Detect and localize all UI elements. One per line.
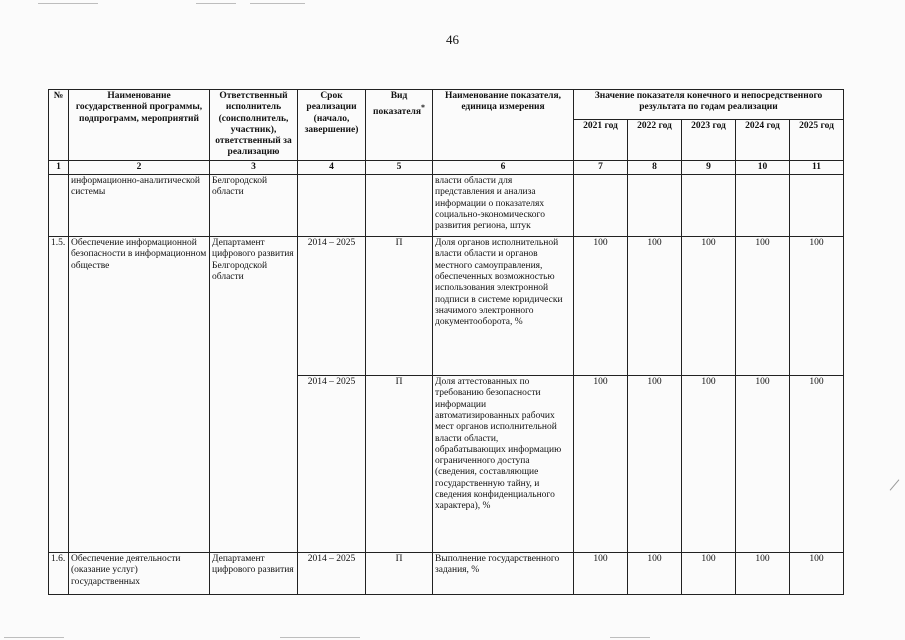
table-row (49, 175, 844, 237)
row-value-2025 (790, 175, 844, 237)
row-value-2024: 100 (736, 553, 790, 595)
header-year-2025: 2025 год (790, 119, 844, 160)
row-type: П (366, 376, 433, 553)
row-value-2023: 100 (682, 376, 736, 553)
row-executor: Белгородской области (210, 175, 298, 237)
row-executor: Департамент цифрового развития Белгородской области (210, 237, 298, 553)
row-type: П (366, 553, 433, 595)
row-value-2024: 100 (736, 376, 790, 553)
row-value-2025: 100 (790, 553, 844, 595)
top-edge-line (196, 3, 236, 4)
row-value-2025: 100 (790, 237, 844, 376)
row-indicator: Выполнение государственного задания, % (433, 553, 574, 595)
column-number: 9 (682, 160, 736, 174)
row-type (366, 175, 433, 237)
column-number-row (49, 160, 844, 174)
header-values-group: Значение показателя конечного и непосредственного результата по годам реализации (574, 90, 844, 120)
column-number: 1 (49, 160, 69, 174)
column-number: 2 (69, 160, 210, 174)
table-row (49, 237, 844, 376)
column-number: 11 (790, 160, 844, 174)
row-value-2023: 100 (682, 237, 736, 376)
header-type (366, 90, 433, 161)
top-edge-line (250, 3, 305, 4)
column-number: 4 (298, 160, 366, 174)
row-executor: Департамент цифрового развития (210, 553, 298, 595)
row-value-2025: 100 (790, 376, 844, 553)
row-value-2024 (736, 175, 790, 237)
row-type: П (366, 237, 433, 376)
row-program: Обеспечение деятельности (оказание услуг) государственных (69, 553, 210, 595)
column-number: 3 (210, 160, 298, 174)
row-value-2023 (682, 175, 736, 237)
header-row (49, 90, 844, 120)
header-year-2024: 2024 год (736, 119, 790, 160)
column-number: 5 (366, 160, 433, 174)
column-number: 10 (736, 160, 790, 174)
row-program: информационно-аналитической системы (69, 175, 210, 237)
header-period: Срок реализации (начало, завершение) (298, 90, 366, 161)
row-indicator: Доля органов исполнительной власти области и органов местного самоуправления, обеспеченных возможностью использования электронной подписи в системе юридически значимого электронного документооборота, % (433, 237, 574, 376)
row-value-2021: 100 (574, 237, 628, 376)
row-num: 1.6. (49, 553, 69, 595)
header-program: Наименование государственной программы, подпрограмм, мероприятий (69, 90, 210, 161)
header-type-footnote-mark: * (421, 103, 425, 113)
scan-mark (890, 479, 900, 490)
top-edge-line (38, 3, 98, 4)
indicators-table (48, 89, 844, 595)
row-num: 1.5. (49, 237, 69, 553)
bottom-edge-line (610, 637, 650, 638)
bottom-edge-line (280, 637, 360, 638)
row-period: 2014 – 2025 (298, 553, 366, 595)
header-num: № (49, 90, 69, 161)
column-number: 7 (574, 160, 628, 174)
row-period (298, 175, 366, 237)
row-value-2021 (574, 175, 628, 237)
row-period: 2014 – 2025 (298, 237, 366, 376)
header-type-label: Вид показателя (373, 91, 422, 118)
row-value-2022: 100 (628, 237, 682, 376)
page-number: 46 (446, 32, 459, 47)
row-value-2021: 100 (574, 553, 628, 595)
row-num (49, 175, 69, 237)
row-value-2022 (628, 175, 682, 237)
row-value-2023: 100 (682, 553, 736, 595)
header-year-2022: 2022 год (628, 119, 682, 160)
row-value-2022: 100 (628, 553, 682, 595)
row-value-2024: 100 (736, 237, 790, 376)
column-number: 6 (433, 160, 574, 174)
header-year-2021: 2021 год (574, 119, 628, 160)
header-indicator: Наименование показателя, единица измерения (433, 90, 574, 161)
column-number: 8 (628, 160, 682, 174)
row-indicator: власти области для представления и анализа информации о показателях социально-экономического развития региона, штук (433, 175, 574, 237)
bottom-edge-line (4, 637, 64, 638)
row-indicator: Доля аттестованных по требованию безопасности информации автоматизированных рабочих мест органов исполнительной власти области, обрабатывающих информацию ограниченного доступа (сведения, составляющие государственную тайну, и сведения конфиденциального характера), % (433, 376, 574, 553)
row-value-2021: 100 (574, 376, 628, 553)
row-period: 2014 – 2025 (298, 376, 366, 553)
header-executor: Ответственный исполнитель (соисполнитель, участник), ответственный за реализацию (210, 90, 298, 161)
table-row (49, 553, 844, 595)
row-value-2022: 100 (628, 376, 682, 553)
header-year-2023: 2023 год (682, 119, 736, 160)
row-program: Обеспечение информационной безопасности в информационном обществе (69, 237, 210, 553)
